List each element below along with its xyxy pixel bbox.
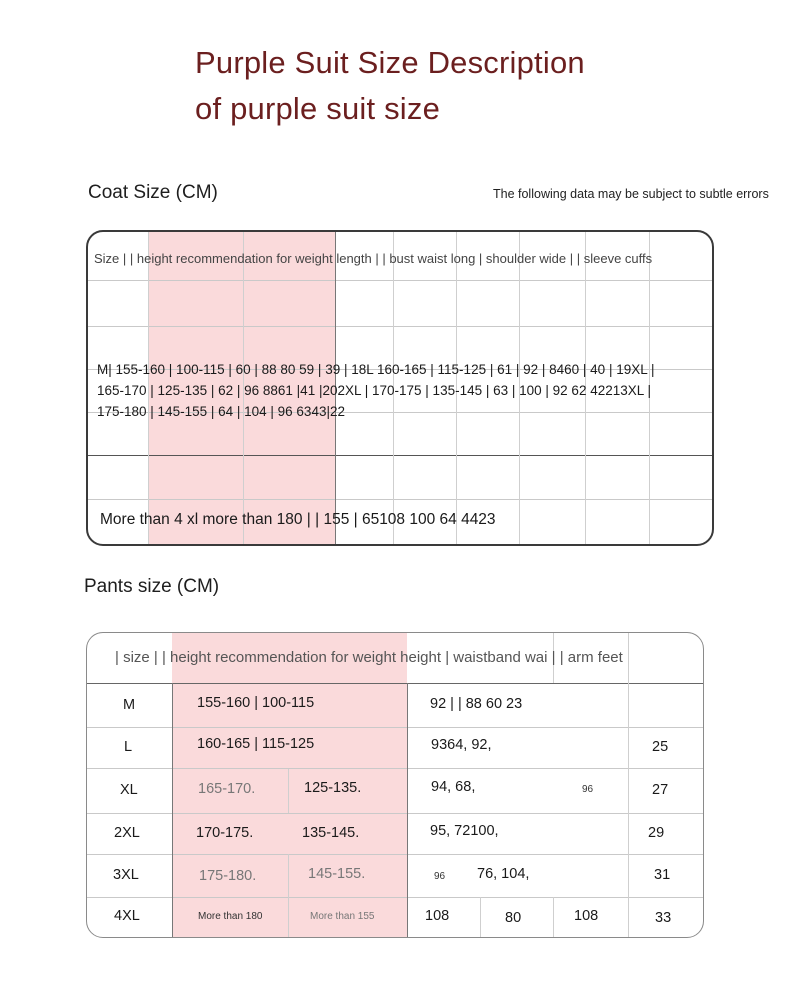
arm-feet-value: 27 — [652, 782, 669, 798]
waist-value: 9364, 92, — [431, 737, 492, 753]
coat-header-row: Size | | height recommendation for weight length | | bust waist long | shoulder wide | | sleeve cuffs — [94, 251, 653, 266]
column-divider — [407, 683, 408, 937]
size-label: 2XL — [114, 825, 140, 841]
waist-value: 76, 104, — [477, 866, 530, 882]
arm-feet-value: 25 — [652, 739, 669, 755]
hip-value: 80 — [505, 910, 522, 926]
size-label: 4XL — [114, 908, 140, 924]
weight-value: 145-155. — [308, 866, 366, 882]
size-label: L — [124, 739, 133, 755]
weight-value: 125-135. — [304, 780, 362, 796]
waist-value: 92 | | 88 60 23 — [430, 696, 523, 712]
size-label: M — [123, 697, 136, 713]
arm-feet-value: 31 — [654, 867, 671, 883]
arm-feet-value: 29 — [648, 825, 665, 841]
column-divider — [288, 769, 289, 813]
waist-value: 108 — [425, 908, 450, 924]
row-divider — [87, 683, 703, 684]
coat-size-heading: Coat Size (CM) — [88, 182, 218, 203]
waist-value: 94, 68, — [431, 779, 476, 795]
error-note: The following data may be subject to subtle errors — [493, 187, 769, 201]
coat-data-line: 165-170 | 125-135 | 62 | 96 8861 |41 |202XL | 170-175 | 135-145 | 63 | 100 | 92 62 42213XL | — [97, 383, 652, 398]
column-divider — [480, 897, 481, 937]
row-divider — [88, 280, 712, 281]
size-label: 3XL — [113, 867, 139, 883]
length-value: 108 — [574, 908, 599, 924]
coat-last-line: More than 4 xl more than 180 | | 155 | 65108 100 64 4423 — [100, 511, 496, 528]
row-divider — [87, 854, 703, 855]
row-divider — [87, 727, 703, 728]
pants-size-table — [86, 632, 704, 938]
page-title: Purple Suit Size Description — [195, 45, 585, 80]
row-divider — [88, 499, 712, 500]
column-divider — [288, 854, 289, 937]
height-weight-value: 155-160 | 100-115 — [197, 695, 315, 711]
pants-header-row: | size | | height recommendation for weight height | waistband wai | | arm feet — [115, 649, 623, 666]
height-value: 175-180. — [199, 868, 257, 884]
waist-value-small: 96 — [582, 784, 594, 795]
row-divider — [88, 326, 712, 327]
pants-size-heading: Pants size (CM) — [84, 576, 220, 597]
column-divider — [172, 683, 173, 937]
page-subtitle: of purple suit size — [195, 91, 441, 126]
weight-value: More than 155 — [310, 911, 375, 922]
row-divider — [87, 813, 703, 814]
weight-value: 135-145. — [302, 825, 360, 841]
waist-value-small: 96 — [434, 871, 446, 882]
arm-feet-value: 33 — [655, 910, 672, 926]
height-value: More than 180 — [198, 911, 263, 922]
row-divider — [87, 897, 703, 898]
coat-data-line: 175-180 | 145-155 | 64 | 104 | 96 6343|22 — [97, 404, 345, 419]
height-value: 165-170. — [198, 781, 256, 797]
size-label: XL — [120, 782, 138, 798]
row-divider — [88, 455, 712, 456]
column-divider — [553, 897, 554, 937]
column-divider — [628, 633, 629, 937]
row-divider — [87, 768, 703, 769]
waist-value: 95, 72100, — [430, 823, 499, 839]
coat-data-line: M| 155-160 | 100-115 | 60 | 88 80 59 | 39 | 18L 160-165 | 115-125 | 61 | 92 | 8460 | 40 | 19XL | — [97, 362, 655, 377]
height-value: 170-175. — [196, 825, 254, 841]
coat-size-table — [86, 230, 714, 546]
height-weight-value: 160-165 | 115-125 — [197, 736, 315, 752]
